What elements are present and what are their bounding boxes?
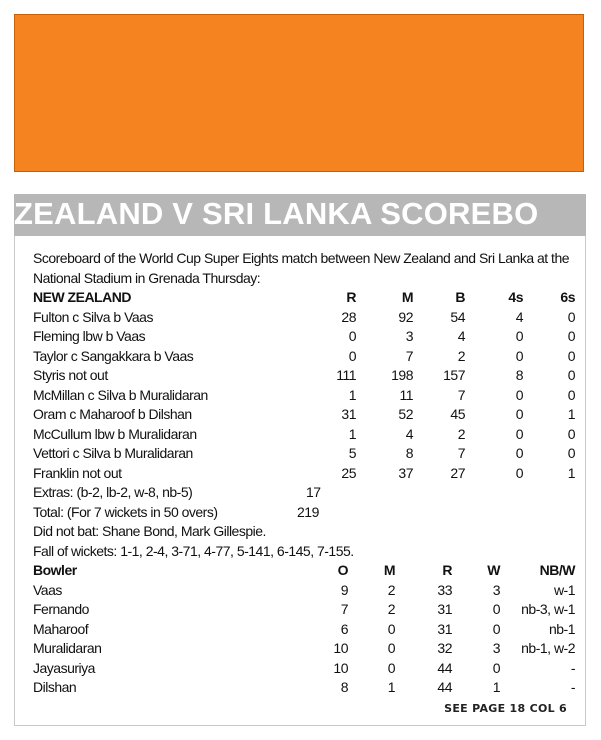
maidens: 1: [387, 679, 395, 695]
balls: 4: [457, 328, 465, 344]
bowler-name: Jayasuriya: [33, 659, 95, 676]
minutes: 198: [391, 367, 413, 383]
no-balls-wides: -: [570, 659, 575, 676]
runs: 0: [348, 328, 356, 344]
sixes: 1: [567, 464, 575, 481]
fours: 0: [515, 425, 523, 442]
extras-label: Extras: (b-2, lb-2, w-8, nb-5): [33, 484, 193, 500]
minutes: 52: [398, 406, 413, 422]
sixes: 0: [567, 386, 575, 403]
balls: 27: [450, 464, 465, 481]
balls: 54: [450, 308, 465, 325]
batting-row: [33, 366, 575, 386]
balls: 2: [457, 425, 465, 442]
fours: 0: [515, 406, 523, 422]
batting-row: [33, 425, 575, 445]
runs-conceded: 31: [437, 601, 452, 617]
batter-name: Fleming lbw b Vaas: [33, 328, 146, 344]
batter-name: McMillan c Silva b Muralidaran: [33, 386, 208, 403]
batting-row: [33, 464, 575, 484]
fours: 8: [515, 367, 523, 383]
sixes: 1: [567, 406, 575, 422]
total-label: Total: (For 7 wickets in 50 overs): [33, 503, 218, 520]
balls: 7: [457, 445, 465, 461]
col-header-wickets: W: [487, 562, 500, 578]
fours: 4: [515, 308, 523, 325]
fours: 0: [515, 464, 523, 481]
balls: 2: [457, 347, 465, 364]
runs-conceded: 44: [437, 659, 452, 676]
batter-name: Vettori c Silva b Muralidaran: [33, 445, 193, 461]
fall-of-wickets: Fall of wickets: 1-1, 2-4, 3-71, 4-77, 5-141, 6-145, 7-155.: [33, 542, 354, 559]
batting-row: [33, 386, 575, 406]
page-reference: SEE PAGE 18 COL 6: [444, 702, 567, 715]
col-header-maidens: M: [383, 562, 395, 578]
extras-value: 17: [306, 484, 321, 500]
bowler-name: Vaas: [33, 581, 62, 598]
runs: 1: [348, 386, 356, 403]
runs-conceded: 32: [437, 640, 452, 656]
sixes: 0: [567, 367, 575, 383]
bowling-row: [33, 620, 575, 640]
batting-row: [33, 405, 575, 425]
bowling-row: [33, 659, 575, 679]
runs: 1: [348, 425, 356, 442]
col-header-fours: 4s: [508, 289, 523, 305]
fours: 0: [515, 328, 523, 344]
col-header-minutes: M: [401, 289, 413, 305]
runs-conceded: 33: [437, 581, 452, 598]
fours: 0: [515, 386, 523, 403]
col-header-runs: R: [346, 289, 356, 305]
overs: 10: [333, 640, 348, 656]
bowling-row: [33, 581, 575, 601]
minutes: 4: [405, 425, 413, 442]
maidens: 0: [387, 659, 395, 676]
batting-row: [33, 444, 575, 464]
sixes: 0: [567, 328, 575, 344]
no-balls-wides: nb-3, w-1: [521, 601, 575, 617]
bowling-row: [33, 678, 575, 698]
title-bar: [14, 194, 586, 236]
batter-name: Franklin not out: [33, 464, 122, 481]
col-header-bowler: Bowler: [33, 562, 77, 578]
runs: 111: [336, 367, 356, 383]
runs: 5: [348, 445, 356, 461]
wickets: 0: [492, 601, 500, 617]
team-name: NEW ZEALAND: [33, 289, 131, 305]
overs: 8: [340, 679, 348, 695]
bowling-row: [33, 600, 575, 620]
runs: 0: [348, 347, 356, 364]
maidens: 0: [387, 620, 395, 637]
bowler-name: Fernando: [33, 601, 89, 617]
no-balls-wides: nb-1: [548, 620, 575, 637]
batter-name: Styris not out: [33, 367, 108, 383]
batting-row: [33, 327, 575, 347]
batter-name: Oram c Maharoof b Dilshan: [33, 406, 192, 422]
bowler-name: Maharoof: [33, 620, 89, 637]
runs: 31: [341, 406, 356, 422]
batter-name: Taylor c Sangakkara b Vaas: [33, 347, 194, 364]
bowling-row: [33, 639, 575, 659]
balls: 45: [450, 406, 465, 422]
no-balls-wides: nb-1, w-2: [521, 640, 575, 656]
batting-row: [33, 347, 575, 367]
balls: 7: [457, 386, 465, 403]
orange-banner: [14, 14, 584, 172]
col-header-nbw: NB/W: [539, 562, 575, 578]
no-balls-wides: w-1: [553, 581, 575, 598]
wickets: 0: [492, 620, 500, 637]
batter-name: McCullum lbw b Muralidaran: [33, 425, 197, 442]
runs: 25: [341, 464, 356, 481]
wickets: 3: [492, 581, 500, 598]
fours: 0: [515, 445, 523, 461]
maidens: 2: [387, 601, 395, 617]
minutes: 37: [398, 464, 413, 481]
scoreboard-panel: [14, 236, 586, 726]
page-title: ZEALAND V SRI LANKA SCOREBO: [14, 196, 539, 231]
total-value: 219: [297, 503, 319, 520]
wickets: 0: [492, 659, 500, 676]
sixes: 0: [567, 425, 575, 442]
bowler-name: Dilshan: [33, 679, 77, 695]
overs: 6: [340, 620, 348, 637]
balls: 157: [443, 367, 465, 383]
wickets: 3: [492, 640, 500, 656]
bowling-header-row: [33, 561, 575, 581]
minutes: 92: [398, 308, 413, 325]
col-header-bowl-runs: R: [442, 562, 452, 578]
sixes: 0: [567, 445, 575, 461]
runs-conceded: 31: [437, 620, 452, 637]
no-balls-wides: -: [570, 679, 575, 695]
minutes: 7: [405, 347, 413, 364]
did-not-bat: Did not bat: Shane Bond, Mark Gillespie.: [33, 523, 266, 539]
minutes: 8: [405, 445, 413, 461]
col-header-balls: B: [455, 289, 465, 305]
runs-conceded: 44: [437, 679, 452, 695]
runs: 28: [341, 308, 356, 325]
maidens: 0: [387, 640, 395, 656]
batting-row: [33, 308, 575, 328]
overs: 10: [333, 659, 348, 676]
intro-text: Scoreboard of the World Cup Super Eights match between New Zealand and Sri Lanka at the National Stadium in Grenada Thursday:: [33, 250, 570, 286]
col-header-overs: O: [337, 562, 348, 578]
sixes: 0: [567, 308, 575, 325]
overs: 7: [340, 601, 348, 617]
minutes: 11: [399, 386, 413, 403]
fours: 0: [515, 347, 523, 364]
overs: 9: [340, 581, 348, 598]
minutes: 3: [405, 328, 413, 344]
batting-header-row: [33, 288, 575, 308]
sixes: 0: [567, 347, 575, 364]
col-header-sixes: 6s: [560, 289, 575, 305]
wickets: 1: [492, 679, 500, 695]
bowler-name: Muralidaran: [33, 640, 102, 656]
maidens: 2: [387, 581, 395, 598]
batter-name: Fulton c Silva b Vaas: [33, 308, 153, 325]
